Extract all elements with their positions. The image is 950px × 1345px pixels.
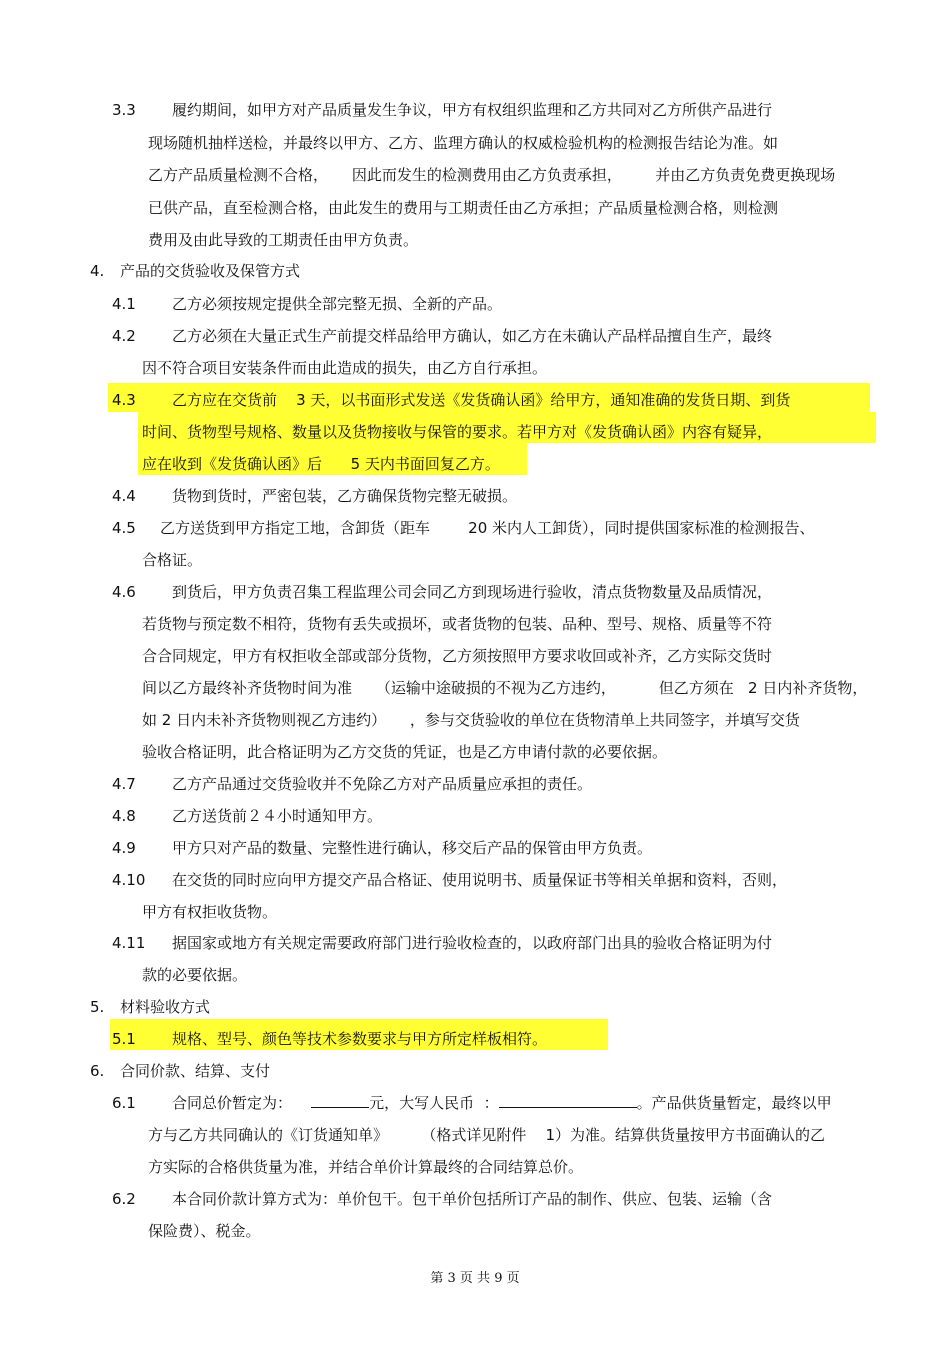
clause-text: 因不符合项目安装条件而由此造成的损失，由乙方自行承担。	[142, 359, 548, 377]
clause-text: 货物到货时，严密包装，乙方确保货物完整无破损。	[172, 487, 518, 505]
clause-text: 若货物与预定数不相符，货物有丢失或损坏，或者货物的包装、品种、型号、规格、质量等不符	[142, 615, 773, 633]
clause-text: 甲方有权拒收货物。	[142, 903, 278, 921]
clause-number: 4.8	[112, 807, 136, 825]
clause-text: 据国家或地方有关规定需要政府部门进行验收检查的，以政府部门出具的验收合格证明为付	[172, 934, 773, 952]
clause-text: 费用及由此导致的工期责任由甲方负责。	[148, 231, 419, 249]
clause-number: 4.6	[112, 583, 136, 601]
clause-text: 本合同价款计算方式为：单价包干。包干单价包括所订产品的制作、供应、包装、运输（含	[172, 1190, 773, 1208]
clause-number: 5.1	[112, 1030, 136, 1048]
clause-text: 乙方送货前２４小时通知甲方。	[172, 807, 383, 825]
clause-number: 4.1	[112, 295, 136, 313]
clause-text: 合合同规定，甲方有权拒收全部或部分货物，乙方须按照甲方要求收回或补齐，乙方实际交货时	[142, 647, 773, 665]
amount-blank	[311, 1092, 369, 1108]
clause-text: 已供产品，直至检测合格，由此发生的费用与工期责任由乙方承担；产品质量检测合格，则检测	[148, 199, 779, 217]
section-number: 4.	[90, 262, 105, 280]
capital-amount-label: 元，大写人民币 ：	[369, 1094, 499, 1112]
clause-number: 4.11	[112, 934, 146, 952]
clause-text: 乙方应在交货前 3 天，以书面形式发送《发货确认函》给甲方，通知准确的发货日期、到货	[172, 391, 791, 409]
clause-number: 4.3	[112, 391, 136, 409]
clause-text: 甲方只对产品的数量、完整性进行确认，移交后产品的保管由甲方负责。	[172, 839, 653, 857]
section-title: 产品的交货验收及保管方式	[120, 262, 301, 280]
clause-number: 4.5	[112, 519, 136, 537]
clause-number: 4.7	[112, 775, 136, 793]
clause-text: 履约期间，如甲方对产品质量发生争议，甲方有权组织监理和乙方共同对乙方所供产品进行	[172, 101, 773, 119]
section-number: 5.	[90, 998, 105, 1016]
capital-amount-blank	[499, 1092, 637, 1108]
page-footer: 第 3 页 共 9 页	[430, 1271, 520, 1286]
total-price-label: 合同总价暂定为：	[172, 1094, 293, 1112]
clause-text: 时间、货物型号规格、数量以及货物接收与保管的要求。若甲方对《发货确认函》内容有疑异，	[142, 423, 773, 441]
clause-text: 在交货的同时应向甲方提交产品合格证、使用说明书、质量保证书等相关单据和资料，否则，	[172, 871, 788, 889]
clause-text: 方实际的合格供货量为准，并结合单价计算最终的合同结算总价。	[148, 1158, 584, 1176]
clause-number: 4.4	[112, 487, 136, 505]
clause-number: 4.9	[112, 839, 136, 857]
clause-text: 方与乙方共同确认的《订货通知单》 （格式详见附件 1）为准。结算供货量按甲方书面确认的乙	[148, 1126, 825, 1144]
clause-text: 如 2 日内未补齐货物则视乙方违约） ，参与交货验收的单位在货物清单上共同签字，并填写交货	[142, 711, 800, 729]
clause-number: 4.2	[112, 327, 136, 345]
section-number: 6.	[90, 1062, 105, 1080]
clause-text: 款的必要依据。	[142, 966, 248, 984]
clause-text: 乙方送货到甲方指定工地，含卸货（距车 20 米内人工卸货），同时提供国家标准的检测报告、	[160, 519, 815, 537]
clause-text: 现场随机抽样送检，并最终以甲方、乙方、监理方确认的权威检验机构的检测报告结论为准。如	[148, 134, 779, 152]
clause-text: 规格、型号、颜色等技术参数要求与甲方所定样板相符。	[172, 1030, 548, 1048]
clause-text: 应在收到《发货确认函》后 5 天内书面回复乙方。	[142, 455, 500, 473]
clause-text: 间以乙方最终补齐货物时间为准 （运输中途破损的不视为乙方违约， 但乙方须在 2 日内补齐货物，	[142, 679, 868, 697]
clause-number: 6.2	[112, 1190, 136, 1208]
clause-text: 验收合格证明，此合格证明为乙方交货的凭证，也是乙方申请付款的必要依据。	[142, 743, 668, 761]
clause-number: 6.1	[112, 1094, 136, 1112]
section-title: 材料验收方式	[120, 998, 211, 1016]
clause-text	[172, 1092, 832, 1114]
section-title: 合同价款、结算、支付	[120, 1062, 271, 1080]
clause-text: 到货后，甲方负责召集工程监理公司会同乙方到现场进行验收，清点货物数量及品质情况，	[172, 583, 773, 601]
clause-text: 乙方必须在大量正式生产前提交样品给甲方确认，如乙方在未确认产品样品擅自生产，最终	[172, 327, 773, 345]
clause-text: 保险费）、税金。	[148, 1222, 261, 1240]
clause-text: 乙方必须按规定提供全部完整无损、全新的产品。	[172, 295, 503, 313]
clause-text: 乙方产品质量检测不合格， 因此而发生的检测费用由乙方负责承担， 并由乙方负责免费更换现场	[148, 166, 836, 184]
clause-number: 4.10	[112, 871, 146, 889]
clause-number: 3.3	[112, 101, 136, 119]
clause-text: 合格证。	[142, 551, 203, 569]
clause-text: 乙方产品通过交货验收并不免除乙方对产品质量应承担的责任。	[172, 775, 593, 793]
clause-text-tail: 。产品供货量暂定，最终以甲	[636, 1094, 832, 1112]
